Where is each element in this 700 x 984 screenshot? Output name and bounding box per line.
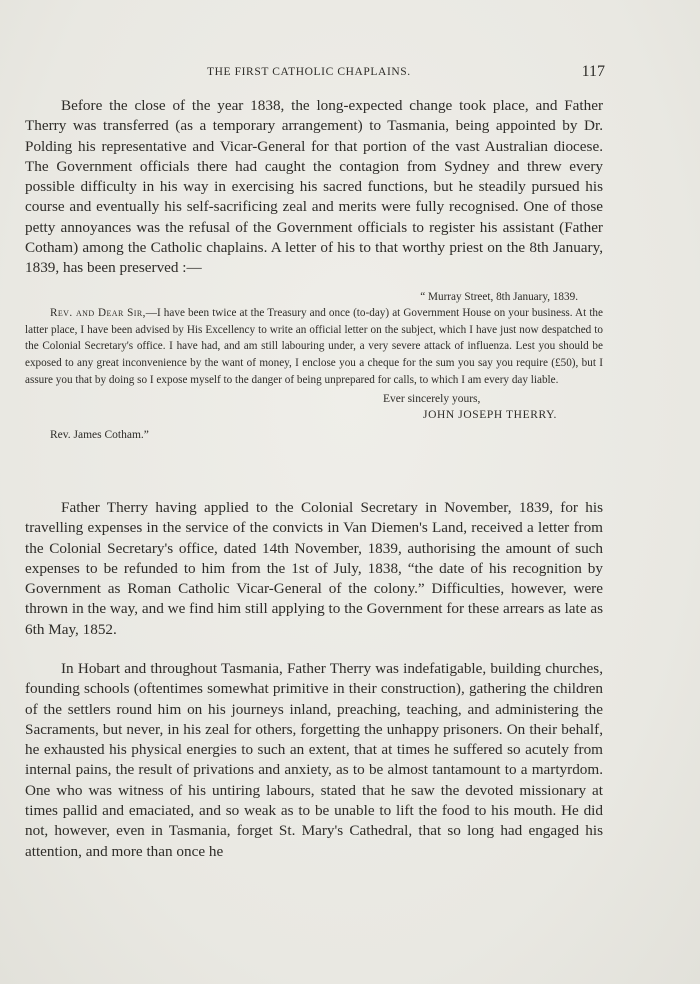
letter-body xyxy=(25,305,603,389)
letter-text: —I have been twice at the Treasury and once (to-day) at Government House on your business. At the latter place, I have been advised by His Excellency to write an official letter on the subject, which I have just now despatched to the Colonial Secretary's office. I have had, and am still labouring under, a very severe attack of influenza. Lest you should be exposed to any great inconvenience by the want of money, I enclose you a cheque for the sum you say you require (£50), but I assure you that by doing so I expose myself to the danger of being unprepared for calls, to which I am every day liable. xyxy=(25,307,603,386)
letter-closing: Ever sincerely yours, xyxy=(383,392,481,405)
paragraph-1-block xyxy=(25,96,603,279)
running-head: THE FIRST CATHOLIC CHAPLAINS. xyxy=(207,66,411,78)
letter-dateline: “ Murray Street, 8th January, 1839. xyxy=(420,291,578,303)
letter-signature: JOHN JOSEPH THERRY. xyxy=(423,408,557,421)
quoted-letter xyxy=(25,289,603,443)
page-header xyxy=(0,63,700,85)
paragraph-2-block xyxy=(25,498,603,640)
letter-addressee: Rev. James Cotham.” xyxy=(50,428,149,441)
paragraph-2: Father Therry having applied to the Colonial Secretary in November, 1839, for his travelling expenses in the service of the convicts in Van Diemen's Land, received a letter from the Colonial Secretary's office, dated 14th November, 1839, authorising the amount of such expenses to be refunded to him from the 1st of July, 1838, “the date of his recognition by Government as Roman Catholic Vicar-General of the colony.” Difficulties, however, were thrown in the way, and we find him still applying to the Government for these arrears as late as 6th May, 1852. xyxy=(25,499,603,638)
page-number: 117 xyxy=(581,63,605,80)
paragraph-3: In Hobart and throughout Tasmania, Father Therry was indefatigable, building churches, founding schools (oftentimes somewhat primitive in their construction), gathering the children of the settlers round him on his journeys inland, preaching, teaching, and administering the Sacraments, but never, in his zeal for others, forgetting the unhappy prisoners. On their behalf, he exhausted his physical energies to such an extent, that at times he suffered so acutely from internal pains, the result of privations and anxiety, as to be almost tantamount to a martyrdom. One who was witness of his untiring labours, stated that he saw the devoted missionary at times pallid and emaciated, and so weak as to be unable to lift the food to his mouth. He did not, however, even in Tasmania, forget St. Mary's Cathedral, that so long had engaged his attention, and more than once he xyxy=(25,660,603,860)
paragraph-1: Before the close of the year 1838, the long-expected change took place, and Father Therry was transferred (as a temporary arrangement) to Tasmania, being appointed by Dr. Polding his representative and Vicar-General for that portion of the vast Australian diocese. The Government officials there had caught the contagion from Sydney and threw every possible difficulty in his way in exercising his sacred functions, but he steadily pursued his course and eventually his self-sacrificing zeal and merits were fully recognised. One of those petty annoyances was the refusal of the Government officials to register his assistant (Father Cotham) among the Catholic chaplains. A letter of his to that worthy priest on the 8th January, 1839, has been preserved :— xyxy=(25,97,603,277)
letter-salutation: Rev. and Dear Sir, xyxy=(50,307,146,319)
paragraph-3-block xyxy=(25,659,603,862)
